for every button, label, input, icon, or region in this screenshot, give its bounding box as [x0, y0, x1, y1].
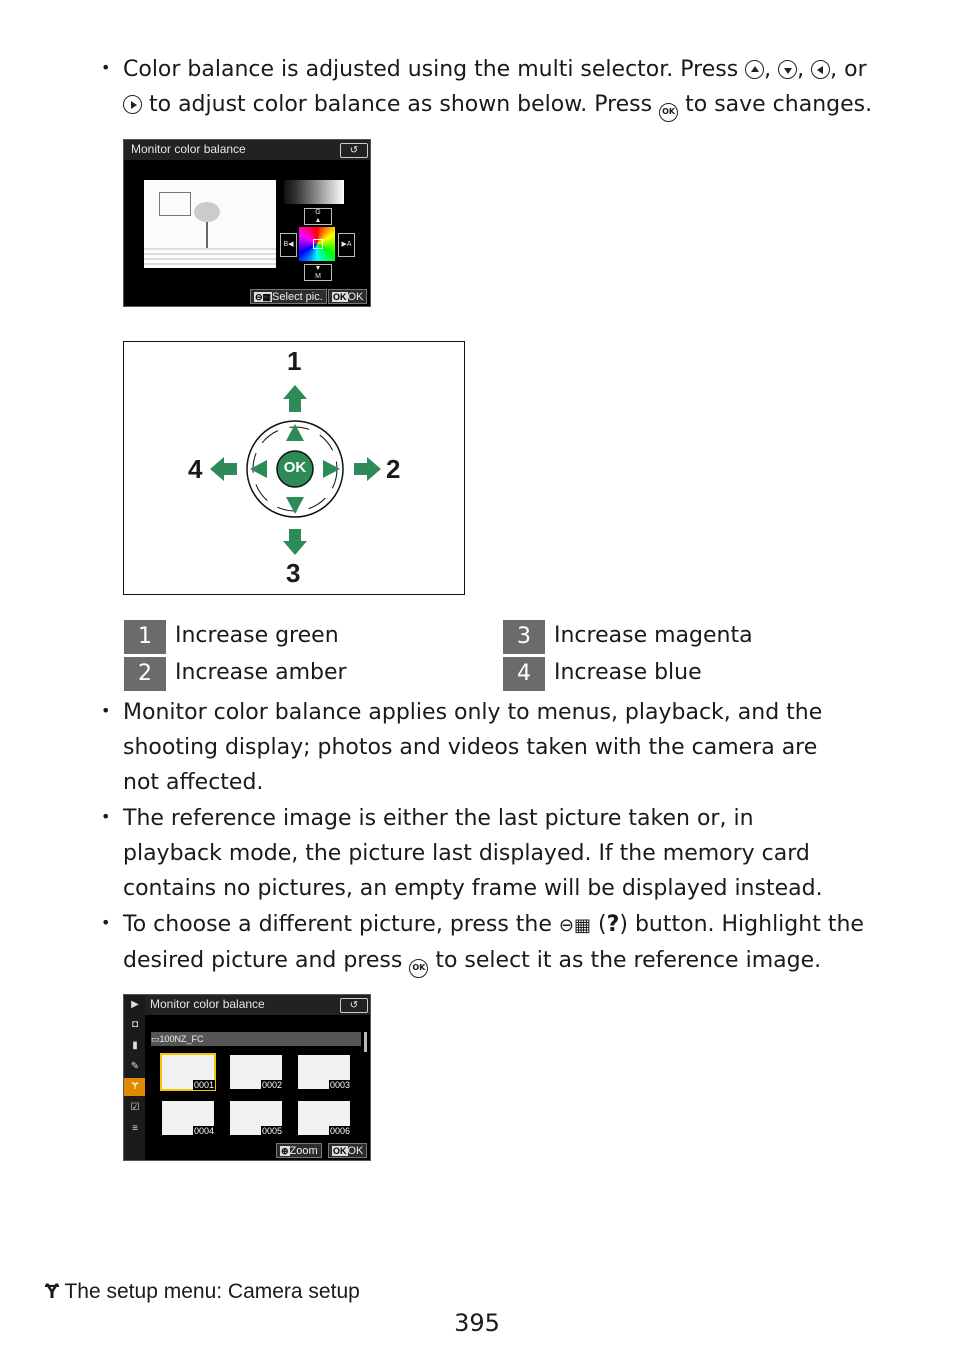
thumbnail-number: 0002 — [261, 1080, 282, 1090]
label-m: M — [315, 273, 321, 280]
page-number: 395 — [454, 1309, 500, 1337]
select-pic-label: Select pic. — [272, 291, 323, 303]
floor-lines — [144, 248, 276, 268]
arrow-down-icon — [283, 529, 307, 555]
blue-adjust-button: B◀ — [280, 233, 297, 257]
direction-label-4: 4 — [188, 454, 203, 484]
separator: , or — [830, 57, 867, 82]
scrollbar — [364, 1032, 367, 1052]
label-b: B — [283, 241, 289, 248]
multi-selector-diagram — [123, 341, 465, 595]
legend-label: Increase blue — [554, 660, 702, 685]
bullet-marker: • — [101, 701, 111, 720]
arrow-up-icon — [283, 385, 307, 412]
bullet-1-text: Color balance is adjusted using the multi selector. Press — [123, 57, 739, 82]
separator: , — [764, 57, 772, 82]
folder-icon: ▭ — [151, 1034, 160, 1044]
section-footer — [45, 1280, 360, 1304]
camera-screen-color-balance — [123, 139, 371, 307]
bullet-1 — [123, 52, 873, 122]
ok-key-icon: OK — [333, 292, 347, 302]
bullet-1-text-2: to adjust color balance as shown below. Press — [149, 92, 653, 117]
thumbnail — [230, 1101, 282, 1135]
window-shape — [159, 192, 191, 216]
direction-label-2: 2 — [386, 454, 401, 484]
multi-selector-down-icon — [778, 60, 797, 79]
thumbnail — [298, 1055, 350, 1089]
bullet-marker: • — [101, 58, 111, 77]
green-adjust-button: G ▲ — [304, 208, 332, 225]
video-menu-icon: ▮ — [132, 1040, 138, 1051]
direction-label-1: 1 — [287, 346, 302, 376]
thumbnail — [162, 1055, 214, 1089]
ok-hint — [328, 1143, 367, 1158]
magenta-adjust-button: ▼ M — [304, 264, 332, 281]
thumbnail-number: 0005 — [261, 1126, 282, 1136]
playback-menu-icon: ▶ — [131, 999, 139, 1010]
amber-adjust-button: ▶A — [338, 233, 355, 257]
legend-label: Increase magenta — [554, 623, 753, 648]
multi-selector-up-icon — [745, 60, 764, 79]
wrench-icon: Ɏ — [131, 1081, 139, 1092]
legend-number: 1 — [124, 620, 166, 654]
label-a: A — [346, 241, 352, 248]
zoom-out-thumbnail-icon: ⊖▦ — [558, 915, 592, 936]
wrench-icon: Ɏ — [45, 1280, 60, 1303]
ok-button-icon: OK — [659, 103, 678, 122]
select-picture-hint — [250, 289, 327, 304]
my-menu-icon: ≡ — [132, 1123, 138, 1134]
legend-label: Increase green — [175, 623, 339, 648]
reference-picture — [144, 180, 276, 268]
thumbnail — [230, 1055, 282, 1089]
section-title: The setup menu: Camera setup — [64, 1280, 360, 1303]
zoom-icon: ⊕ — [281, 1146, 289, 1156]
bullet-marker: • — [101, 913, 111, 932]
bullet-4-text-3: desired picture and press — [123, 948, 403, 973]
legend-label: Increase amber — [175, 660, 347, 685]
thumbnail-number: 0004 — [193, 1126, 214, 1136]
zoom-out-icon: ⊖▦ — [255, 292, 272, 302]
gray-scale-bar — [284, 180, 344, 204]
thumbnail-number: 0006 — [329, 1126, 350, 1136]
back-icon: ↺ — [340, 998, 368, 1013]
retouch-menu-icon: ☑ — [130, 1102, 140, 1113]
paren-open: ( — [598, 912, 607, 937]
arrow-left-icon — [210, 457, 237, 481]
ok-center-label: OK — [283, 459, 307, 476]
ok-button-icon: OK — [409, 959, 428, 978]
direction-label-3: 3 — [286, 558, 301, 588]
photo-menu-icon: ◘ — [131, 1019, 139, 1030]
multi-selector-right-icon — [123, 95, 142, 114]
zoom-hint — [276, 1143, 322, 1158]
screen-title: Monitor color balance — [131, 142, 246, 156]
bullet-4-text-2: ) button. Highlight the — [619, 912, 864, 937]
custom-menu-icon: ✎ — [130, 1061, 140, 1072]
screen-title: Monitor color balance — [150, 997, 265, 1011]
color-cursor — [313, 239, 323, 249]
thumbnail — [298, 1101, 350, 1135]
legend-number: 3 — [503, 620, 545, 654]
multi-selector-left-icon — [811, 60, 830, 79]
arrow-right-icon — [354, 457, 381, 481]
bullet-4-text: To choose a different picture, press the — [123, 912, 552, 937]
thumbnail-number: 0001 — [193, 1080, 214, 1090]
bullet-4-text-4: to select it as the reference image. — [435, 948, 822, 973]
back-icon: ↺ — [340, 143, 368, 158]
help-icon: ? — [606, 912, 620, 937]
ok-label: OK — [347, 1145, 364, 1157]
thumbnail — [162, 1101, 214, 1135]
legend-number: 2 — [124, 657, 166, 691]
thumbnail-number: 0003 — [329, 1080, 350, 1090]
color-square — [299, 227, 335, 261]
ok-hint — [328, 289, 367, 304]
folder-name: 100NZ_FC — [159, 1034, 204, 1044]
separator: , — [797, 57, 805, 82]
ok-label: OK — [347, 291, 364, 303]
label-g: G — [315, 209, 321, 216]
legend-number: 4 — [503, 657, 545, 691]
bullet-4 — [123, 907, 863, 978]
bullet-1-text-3: to save changes. — [685, 92, 873, 117]
bullet-3: The reference image is either the last picture taken or, in playback mode, the picture last displayed. If the memory card contains no pictures, an empty frame will be displayed instead. — [123, 806, 823, 901]
bullet-marker: • — [101, 807, 111, 826]
ok-key-icon: OK — [333, 1146, 347, 1156]
folder-bar — [151, 1032, 361, 1046]
zoom-label: Zoom — [289, 1145, 318, 1157]
bullet-2: Monitor color balance applies only to menus, playback, and the shooting display; photos and videos taken with the camera are not affected. — [123, 700, 823, 795]
camera-screen-picture-select — [123, 994, 371, 1161]
vase-stand — [206, 222, 208, 248]
flower-shape — [194, 202, 220, 222]
